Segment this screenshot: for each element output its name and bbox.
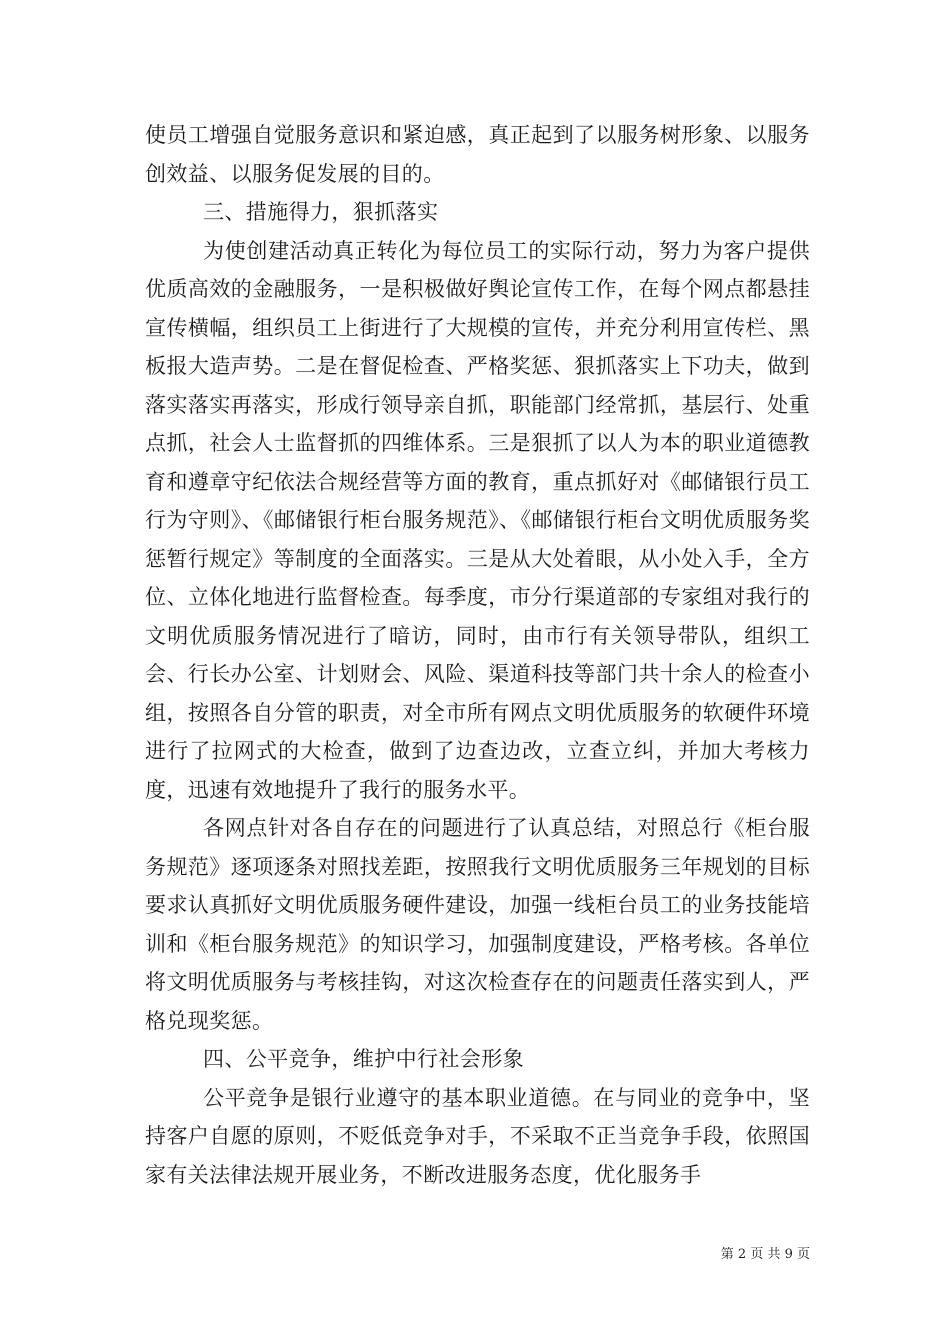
document-body xyxy=(145,116,810,1194)
section-heading-3: 三、措施得力，狠抓落实 xyxy=(203,200,439,224)
paragraph-branch-review: 各网点针对各自存在的问题进行了认真总结，对照总行《柜台服务规范》逐项逐条对照找差距，按照我行文明优质服务三年规划的目标要求认真抓好文明优质服务硬件建设，加强一线柜台员工的业务技能培训和《柜台服务规范》的知识学习，加强制度建设，严格考核。各单位将文明优质服务与考核挂钩，对这次检查存在的问题责任落实到人，严格兑现奖惩。 xyxy=(145,816,810,1033)
paragraph-measures: 为使创建活动真正转化为每位员工的实际行动，努力为客户提供优质高效的金融服务，一是积极做好舆论宣传工作，在每个网点都悬挂宣传横幅，组织员工上街进行了大规模的宣传，并充分利用宣传栏、黑板报大造声势。二是在督促检查、严格奖惩、狠抓落实上下功夫，做到落实落实再落实，形成行领导亲自抓，职能部门经常抓，基层行、处重点抓，社会人士监督抓的四维体系。三是狠抓了以人为本的职业道德教育和遵章守纪依法合规经营等方面的教育，重点抓好对《邮储银行员工行为守则》、《邮储银行柜台服务规范》、《邮储银行柜台文明优质服务奖惩暂行规定》等制度的全面落实。三是从大处着眼，从小处入手，全方位、立体化地进行监督检查。每季度，市分行渠道部的专家组对我行的文明优质服务情况进行了暗访，同时，由市行有关领导带队，组织工会、行长办公室、计划财会、风险、渠道科技等部门共十余人的检查小组，按照各自分管的职责，对全市所有网点文明优质服务的软硬件环境进行了拉网式的大检查，做到了边查边改，立查立纠，并加大考核力度，迅速有效地提升了我行的服务水平。 xyxy=(145,238,810,802)
page-number-footer: 第 2 页 共 9 页 xyxy=(720,1247,810,1262)
paragraph-fair-competition: 公平竞争是银行业遵守的基本职业道德。在与同业的竞争中，坚持客户自愿的原则，不贬低竞争对手，不采取不正当竞争手段，依照国家有关法律法规开展业务，不断改进服务态度，优化服务手 xyxy=(145,1085,810,1187)
paragraph-continuation: 使员工增强自觉服务意识和紧迫感，真正起到了以服务树形象、以服务创效益、以服务促发展的目的。 xyxy=(145,123,810,186)
section-heading-4: 四、公平竞争，维护中行社会形象 xyxy=(203,1047,524,1071)
